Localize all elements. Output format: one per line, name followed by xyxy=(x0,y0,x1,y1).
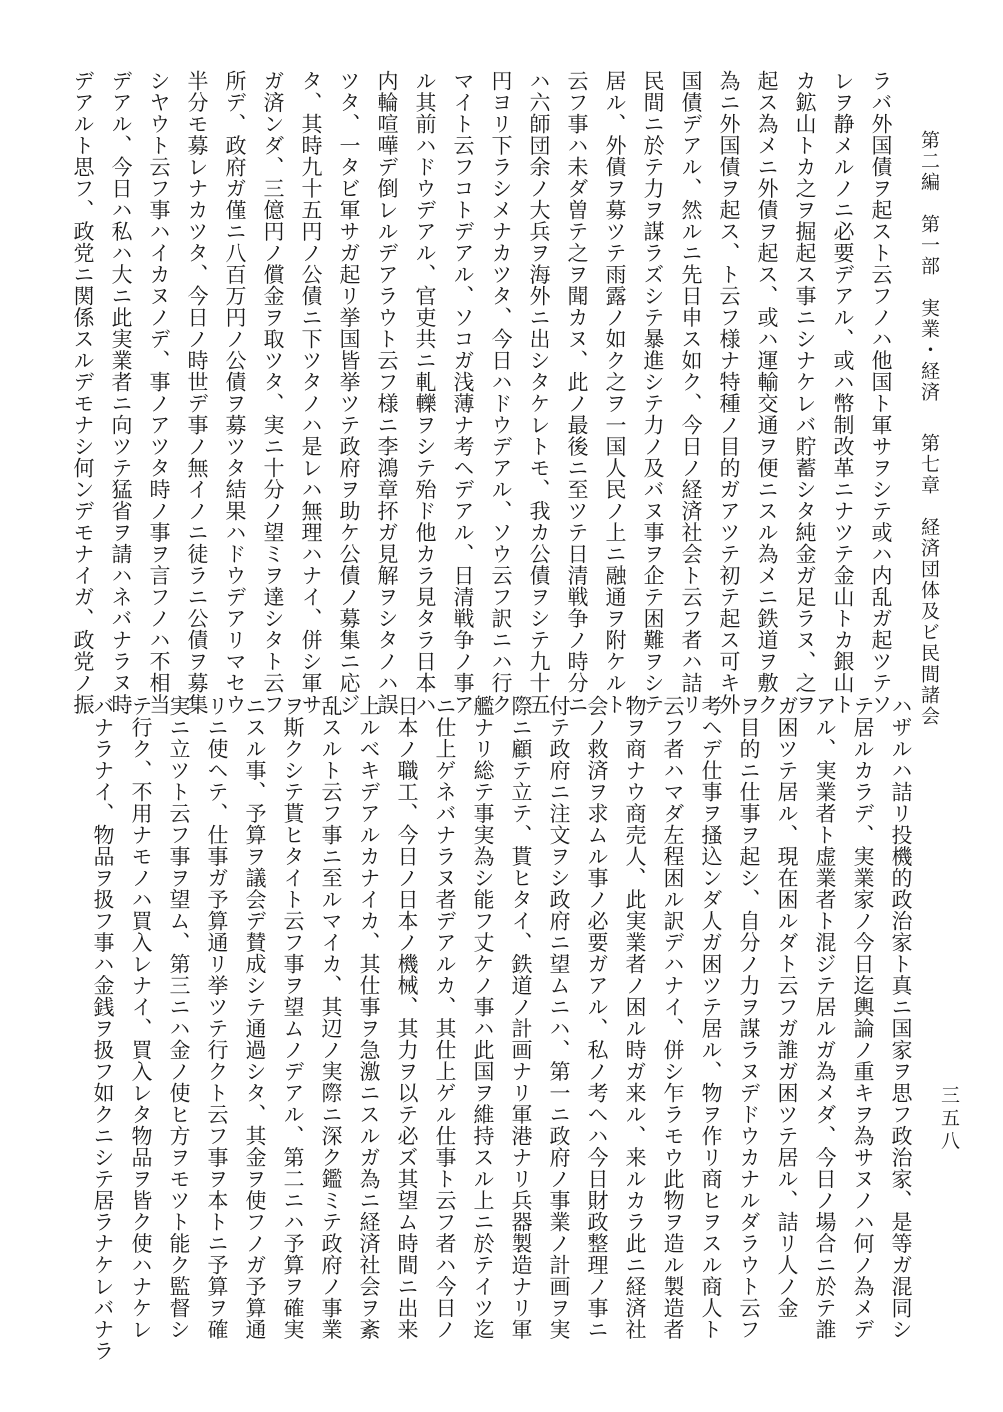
text-line: ツタ、一タビ軍サガ起リ挙国皆挙ツテ政府ヲ助ケ公債ノ募集ニ応ジ xyxy=(337,70,361,715)
lower-text-block xyxy=(80,695,920,1362)
text-line: ヲ目的ニ仕事ヲ起シ、自分ノ力ヲ謀ラヌデドウカナルダラウト云フ xyxy=(737,695,761,1340)
text-line: リニ使ヘテ、仕事ガ予算通リ挙ツテ行クト云フ事ヲ本トニ予算ヲ確 xyxy=(205,695,229,1340)
text-line: アル、実業者ト虚業者ト混ジテ居ルガ為メダ、今日ノ場合ニ於テ誰 xyxy=(813,695,837,1340)
text-line: 為ニ外国債ヲ起ス、ト云フ様ナ特種ノ目的ガアツテ初テ起ス可キ外 xyxy=(717,70,741,715)
text-line: シヤウト云フ事ハイカヌノデ、事ノアツタ時ノ事ヲ言フノハ不相当 xyxy=(147,70,171,715)
text-line: ヲ斯クシテ貰ヒタイト云フ事ヲ望ムノデアル、第二ニハ予算ヲ確実 xyxy=(281,695,305,1340)
text-line: ガ困ツテ居ル、現在困ルダト云フガ誰ガ困ツテ居ル、詰リ人ノ金 xyxy=(775,695,799,1319)
text-line: 物ヲ商ナウ商売人、此実業者ノ困ル時ガ来ル、来ルカラ此ニ経済社 xyxy=(623,695,647,1340)
text-line: 云フ事ハ未ダ曽テ之ヲ聞カヌ、此ノ最後ニ至ツテ日清戦争ノ時分ニ xyxy=(565,70,589,715)
text-line: 半分モ募レナカツタ、今日ノ時世デ事ノ無イノニ徒ラニ公債ヲ募集 xyxy=(185,70,209,715)
text-line: デアルト思フ、政党ニ関係スルデモナシ何ンデモナイガ、政党ノ振 xyxy=(71,70,95,715)
text-line: 乱スルト云フ事ニ至ルマイカ、其辺ノ実際ニ深ク鑑ミテ政府ノ事業 xyxy=(319,695,343,1340)
text-line: マイト云フコトデアル、ソコガ浅薄ナ考ヘデアル、日清戦争ノ事ア xyxy=(451,70,475,715)
header-chapter: 第七章 経済団体及ビ民間諸会 xyxy=(918,433,940,728)
text-line: バナラナイ、物品ヲ扱フ事ハ金銭ヲ扱フ如クニシテ居ラナケレバナラ xyxy=(91,695,115,1362)
text-line: 考ヘデ仕事ヲ搔込ンダ人ガ困ツテ居ル、物ヲ作リ商ヒヲスル商人ト xyxy=(699,695,723,1340)
running-header xyxy=(917,130,941,749)
text-line: 日本ノ職工、今日ノ日本ノ機械、其力ヲ以テ必ズ其望ム時間ニ出来 xyxy=(395,695,419,1340)
text-line: ラバ外国債ヲ起スト云フノハ他国ト軍サヲシテ或ハ内乱ガ起ツテソ xyxy=(869,70,893,715)
text-line: デアル、今日ハ私ハ大ニ此実業者ニ向ツテ猛省ヲ請ハネバナラヌ時 xyxy=(109,70,133,715)
text-line: 上ルベキデアルカナイカ、其仕事ヲ急激ニスルガ為ニ経済社会ヲ紊 xyxy=(357,695,381,1340)
text-line: ハ六師団余ノ大兵ヲ海外ニ出シタケレトモ、我カ公債ヲシテ九十五 xyxy=(527,70,551,715)
text-line: ル其前ハドウデアル、官吏共ニ軋轢ヲシテ殆ド他カラ見タラ日本ハ xyxy=(413,70,437,715)
text-line: テ行ク、不用ナモノハ買入レナイ、買入レタ物品ヲ皆ク使ハナケレ xyxy=(129,695,153,1340)
text-line: 実ニ立ツト云フ事ヲ望ム、第三ニハ金ノ使ヒ方ヲモツト能ク監督シ xyxy=(167,695,191,1340)
header-part: 第二編 第一部 実業・経済 xyxy=(918,130,940,403)
text-line: テ居ルカラデ、実業家ノ今日迄輿論ノ重キヲ為サヌノハ何ノ為メデ xyxy=(851,695,875,1340)
text-line: ニ仕上ゲネバナラヌ者デアルカ、其仕上ゲル仕事ト云フ者ハ今日ノ xyxy=(433,695,457,1340)
text-line: タ、其時九十五円ノ公債ニ下ツタノハ是レハ無理ハナイ、併シ軍サ xyxy=(299,70,323,715)
page-number: 三五八 xyxy=(938,1085,960,1154)
text-line: 起ス為メニ外債ヲ起ス、或ハ運輸交通ヲ便ニスル為メニ鉄道ヲ敷ク xyxy=(755,70,779,715)
text-line: 際ニ顧テ立テ、貰ヒタイ、鉄道ノ計画ナリ軍港ナリ兵器製造ナリ軍 xyxy=(509,695,533,1340)
text-line: 内輪喧嘩デ倒レルデアラウト云フ様ニ李鴻章抔ガ見解ヲシタノハ誤 xyxy=(375,70,399,715)
text-line: カ鉱山トカ之ヲ掘起ス事ニシナケレバ貯蓄シタ純金ガ足ラヌ、之ヲ xyxy=(793,70,817,715)
text-line: 所デ、政府ガ僅ニ八百万円ノ公債ヲ募ツタ結果ハドウデアリマセウ xyxy=(223,70,247,715)
text-line: 円ヨリ下ラシメナカツタ、今日ハドウデアル、ソウ云フ訳ニハ行ク xyxy=(489,70,513,715)
text-line: ニスル事、予算ヲ議会デ賛成シテ通過シタ、其金ヲ使フノガ予算通 xyxy=(243,695,267,1340)
text-line: 居ル、外債ヲ募ツテ雨露ノ如ク之ヲ一国人民ノ上ニ融通ヲ附ケルト xyxy=(603,70,627,715)
text-line: ハザルハ詰リ投機的政治家ト真ニ国家ヲ思フ政治家、是等ガ混同シ xyxy=(889,695,913,1340)
text-line: 会ノ救済ヲ求ムル事ノ必要ガアル、私ノ考ヘハ今日財政整理ノ事ニ xyxy=(585,695,609,1340)
text-line: 艦ナリ総テ事実為シ能フ丈ケノ事ハ此国ヲ維持スル上ニ於テイツ迄 xyxy=(471,695,495,1340)
upper-text-block xyxy=(71,70,900,715)
text-line: 国債デアル、然ルニ先日申ス如ク、今日ノ経済社会ト云フ者ハ詰リ xyxy=(679,70,703,715)
text-line: レヲ静メルノニ必要デアル、或ハ幣制改革ニナツテ金山トカ銀山ト xyxy=(831,70,855,715)
text-line: 民間ニ於テ力ヲ謀ラズシテ暴進シテ力ノ及バヌ事ヲ企テ困難ヲシテ xyxy=(641,70,665,715)
text-line: 付テ政府ニ注文ヲシ政府ニ望ムニハ、第一ニ政府ノ事業ノ計画ヲ実 xyxy=(547,695,571,1340)
text-line: 云フ者ハマダ左程困ル訳デハナイ、併シ乍ラモウ此物ヲ造ル製造者 xyxy=(661,695,685,1340)
text-line: ガ済ンダ、三億円ノ償金ヲ取ツタ、実ニ十分ノ望ミヲ達シタト云フ xyxy=(261,70,285,715)
